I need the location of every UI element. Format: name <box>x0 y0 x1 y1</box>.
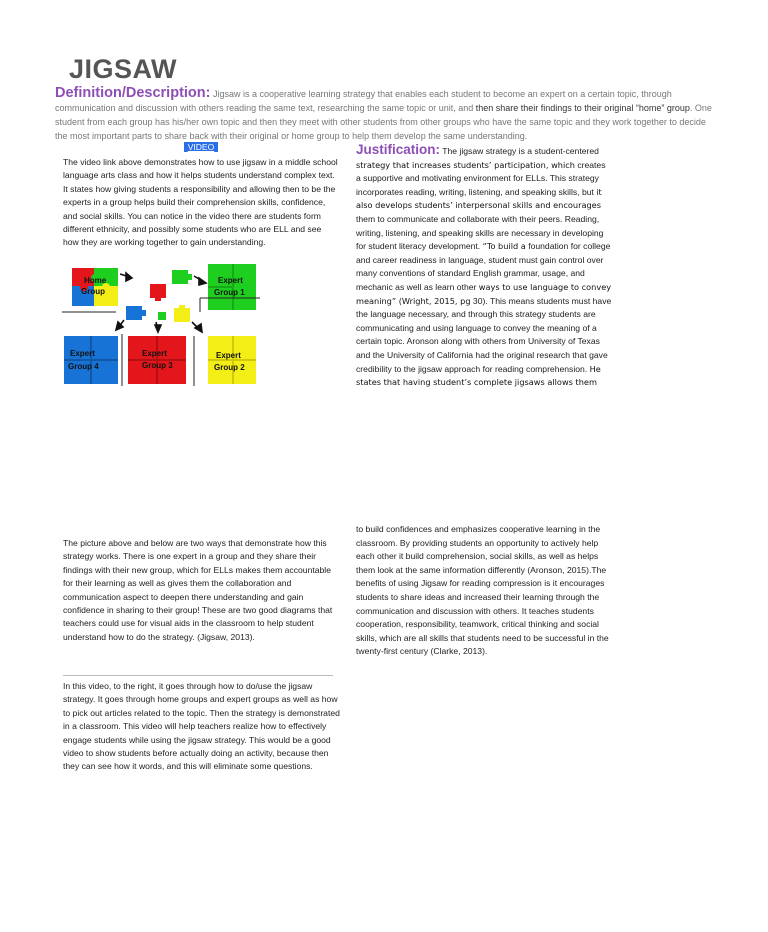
expert-3-label-1: Expert <box>142 349 167 358</box>
expert-group-4-puzzle <box>64 336 118 384</box>
page-title: JIGSAW <box>69 54 178 84</box>
expert-1-label-1: Expert <box>218 276 243 285</box>
expert-group-1-puzzle <box>208 264 256 310</box>
expert-4-label-2: Group 4 <box>68 362 99 371</box>
definition-text-c: . One student from each group has his/her own topic and then they meet with other students from other groups who have the same topic and they work together to decide the most important parts to share back with their original or home group to help them develop the same understanding. <box>55 103 712 141</box>
justification-emphasis: He states that having student’s complete jigsaws allows them <box>356 363 601 388</box>
home-group-puzzle <box>72 268 118 306</box>
justification-emphasis: ways to use language to convey meaning” (Wright, 2015, pg <box>356 281 612 306</box>
justification-text: The jigsaw strategy is a student-centered <box>440 146 599 156</box>
definition-label: Definition/Description: <box>55 85 211 101</box>
diagram-explanation-paragraph: The picture above and below are two ways that demonstrate how this strategy works. There is one expert in a group and they share their findings with their new group, which for ELLs makes them accountable for their learning as well as gives them the collaboration and communication aspect to deepen there understanding and gain confidence in sharing to their group! These are two good diagrams that teachers could use for visual aids in the classroom to help student understand how to do the strategy. (Jigsaw, 2013). <box>63 538 333 642</box>
video-review-paragraph: In this video, to the right, it goes through how to do/use the jigsaw strategy. It goes through home groups and expert groups as well as how to pick out articles related to the topic. Then the strategy is demonstrated in a classroom. This video will help teachers realize how to effectively engage students while using the jigsaw strategy. This would be a good video to show students before actually doing an activity, because then they can see how it words, and this will eliminate some questions. <box>63 681 340 772</box>
justification-continuation-paragraph: to build confidences and emphasizes cooperative learning in the classroom. By providing students an opportunity to actively help each other it build comprehension, social skills, as well as helps them look at the same information differently (Aronson, 2015).The benefits of using Jigsaw for reading compression is it encourages students to share ideas and increased their learning through the communication and discussion with others. It teaches students cooperation, responsibility, teamwork, critical thinking and social skills, which are all skills that students need to be successful in the twenty-first century (Clarke, 2013). <box>356 524 609 657</box>
justification-emphasis: strategy that increases students’ participation, which <box>356 159 575 170</box>
home-group-label-1: Home <box>84 276 107 285</box>
expert-3-label-2: Group 3 <box>142 361 173 370</box>
justification-text: foundation for college and career readiness in language, student must gain control over many conventions of standard English grammar, usage, and mechanic as well as learn other <box>356 241 611 292</box>
justification-emphasis: it also develops students’ interpersonal skills and encourages <box>356 186 602 211</box>
justification-emphasis: “To build a <box>482 241 526 252</box>
home-group-label-2: Group <box>81 287 105 296</box>
scattered-pieces <box>126 270 192 322</box>
definition-text-emphasis: then share their findings to their original “home” group <box>475 103 690 113</box>
justification-paragraph <box>356 143 612 390</box>
diagram-arrows <box>116 273 206 332</box>
justification-label: Justification: <box>356 142 441 157</box>
justification-text: them to communicate and collaborate with their peers. Reading, writing, listening, and speaking skills are necessary in developing for student literacy development. <box>356 213 604 252</box>
justification-text: creates a supportive and motivating environment for ELLs. This strategy incorporates reading, writing, listening, and speaking skills, but <box>356 159 606 197</box>
video-link[interactable]: VIDEO <box>184 142 218 152</box>
expert-group-2-puzzle <box>208 336 256 384</box>
section-divider <box>63 675 333 676</box>
expert-2-label-1: Expert <box>216 351 241 360</box>
expert-1-label-2: Group 1 <box>214 288 245 297</box>
video-description-paragraph: The video link above demonstrates how to use jigsaw in a middle school language arts class and how it helps students understand complex text. It states how giving students a responsibility and allowing then to be the experts in a group helps build their comprehension skills, confidence, and social skills. You can notice in the video there are students form different ethnicity, and possibly some students who are ELL and see how they are working together to gain understanding. <box>63 157 338 248</box>
expert-4-label-1: Expert <box>70 349 95 358</box>
justification-text: 30). This means students must have the language necessary, and through this strategy students are communicating and using language to convey the meaning of a certain topic. Aronson along with others from University of Texas and the University of California had the original research that gave credibility to the jigsaw approach for reading comprehension. <box>356 295 612 374</box>
expert-group-3-puzzle <box>128 336 186 384</box>
jigsaw-diagram <box>62 262 260 386</box>
expert-2-label-2: Group 2 <box>214 363 245 372</box>
definition-paragraph <box>55 86 715 143</box>
definition-text-a: Jigsaw is a cooperative learning strategy that enables each student to become an expert on a certain topic, through communication and discussion with others reading the same text, researching the same topic or unit, and <box>55 89 672 113</box>
